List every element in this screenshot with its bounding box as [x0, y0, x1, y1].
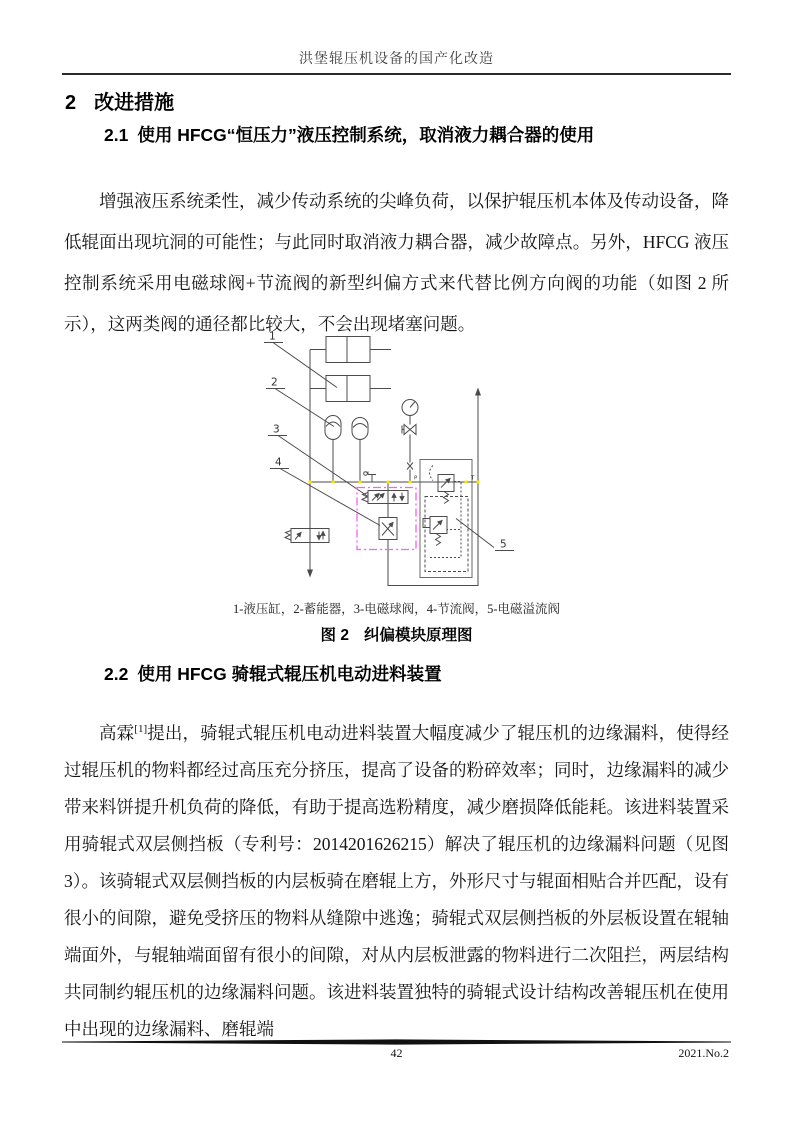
figure-caption — [64, 623, 729, 645]
auxiliary-solenoid-valve — [285, 529, 329, 543]
port-p-label: P — [414, 475, 418, 482]
subsection-heading-2-1 — [104, 122, 594, 147]
supply-line — [307, 350, 326, 578]
figure-legend: 1-液压缸，2-蓄能器，3-电磁球阀，4-节流阀，5-电磁溢流阀 — [232, 602, 561, 616]
relief-valve-assembly — [420, 460, 472, 578]
page-number: 42 — [390, 1046, 403, 1060]
section-heading — [65, 86, 174, 115]
throttle-valve — [379, 504, 397, 540]
subsection-number: 2.1 — [104, 125, 129, 145]
header-rule — [62, 73, 731, 75]
running-header: 洪堡辊压机设备的国产化改造 — [299, 52, 494, 67]
tank-arrow-icon — [307, 570, 313, 578]
label-1: 1 — [269, 330, 276, 343]
subsection-title: 使用 HFCG“恒压力”液压控制系统，取消液力耦合器的使用 — [137, 125, 595, 145]
label-2: 2 — [271, 376, 278, 389]
hydraulic-cylinders — [326, 337, 391, 402]
citation-author: 高霖 — [99, 722, 135, 743]
section-title: 改进措施 — [94, 92, 175, 114]
footer-rule — [62, 1039, 731, 1045]
issue-label: 2021.No.2 — [678, 1046, 729, 1060]
leader-lines — [264, 343, 514, 551]
subsection-heading-2-2 — [104, 661, 442, 686]
figure-2 — [247, 311, 547, 601]
figure-caption-title: 纠偏模块原理图 — [363, 627, 473, 644]
solenoid-ball-valve — [362, 482, 408, 504]
subsection-number: 2.2 — [104, 664, 129, 684]
port-t-label: T — [471, 475, 475, 482]
flow-arrow-icon — [475, 388, 481, 396]
return-line — [388, 388, 481, 586]
label-3: 3 — [273, 423, 280, 436]
label-5: 5 — [500, 538, 507, 551]
paragraph-2 — [64, 715, 729, 1048]
figure-caption-number: 图 2 — [320, 627, 349, 644]
pressure-gauge — [402, 400, 418, 482]
hydraulic-schematic — [247, 311, 547, 596]
section-number: 2 — [65, 92, 77, 114]
subsection-title: 使用 HFCG 骑辊式辊压机电动进料装置 — [137, 664, 442, 684]
paragraph-2-body: 提出，骑辊式辊压机电动进料装置大幅度减少了辊压机的边缘漏料，使得经过辊压机的物料都经过高压充分挤压，提高了设备的粉碎效率；同时，边缘漏料的减少带来料饼提升机负荷的降低，有助于提高选粉精度，减少磨损降低能耗。该进料装置采用骑辊式双层侧挡板（专利号：2014201626215）解决了辊压机的边缘漏料问题（见图 3）。该骑辊式双层侧挡板的内层板骑在磨辊上方，外形尺寸与辊面相贴合并匹配，设有很小的间隙，避免受挤压的物料从缝隙中逃逸；骑辊式双层侧挡板的外层板设置在辊轴端面外，与辊轴端面留有很小的间隙，对从内层板泄露的物料进行二次阻拦，两层结构共同制约辊压机的边缘漏料问题。该进料装置独特的骑辊式设计结构改善辊压机在使用中出现的边缘漏料、磨辊端 — [64, 722, 730, 1039]
label-4: 4 — [275, 456, 282, 469]
paragraph-1: 增强液压系统柔性，减少传动系统的尖峰负荷，以保护辊压机本体及传动设备，降低辊面出现坑洞的可能性；与此同时取消液力耦合器，减少故障点。另外，HFCG 液压控制系统采用电磁球阀+节流阀的新型纠偏方式来代替比例方向阀的功能（如图 2 所示），这两类阀的通径都比较大，不会出现堵塞问题。 — [64, 190, 729, 334]
citation-marker: [1] — [134, 722, 148, 735]
